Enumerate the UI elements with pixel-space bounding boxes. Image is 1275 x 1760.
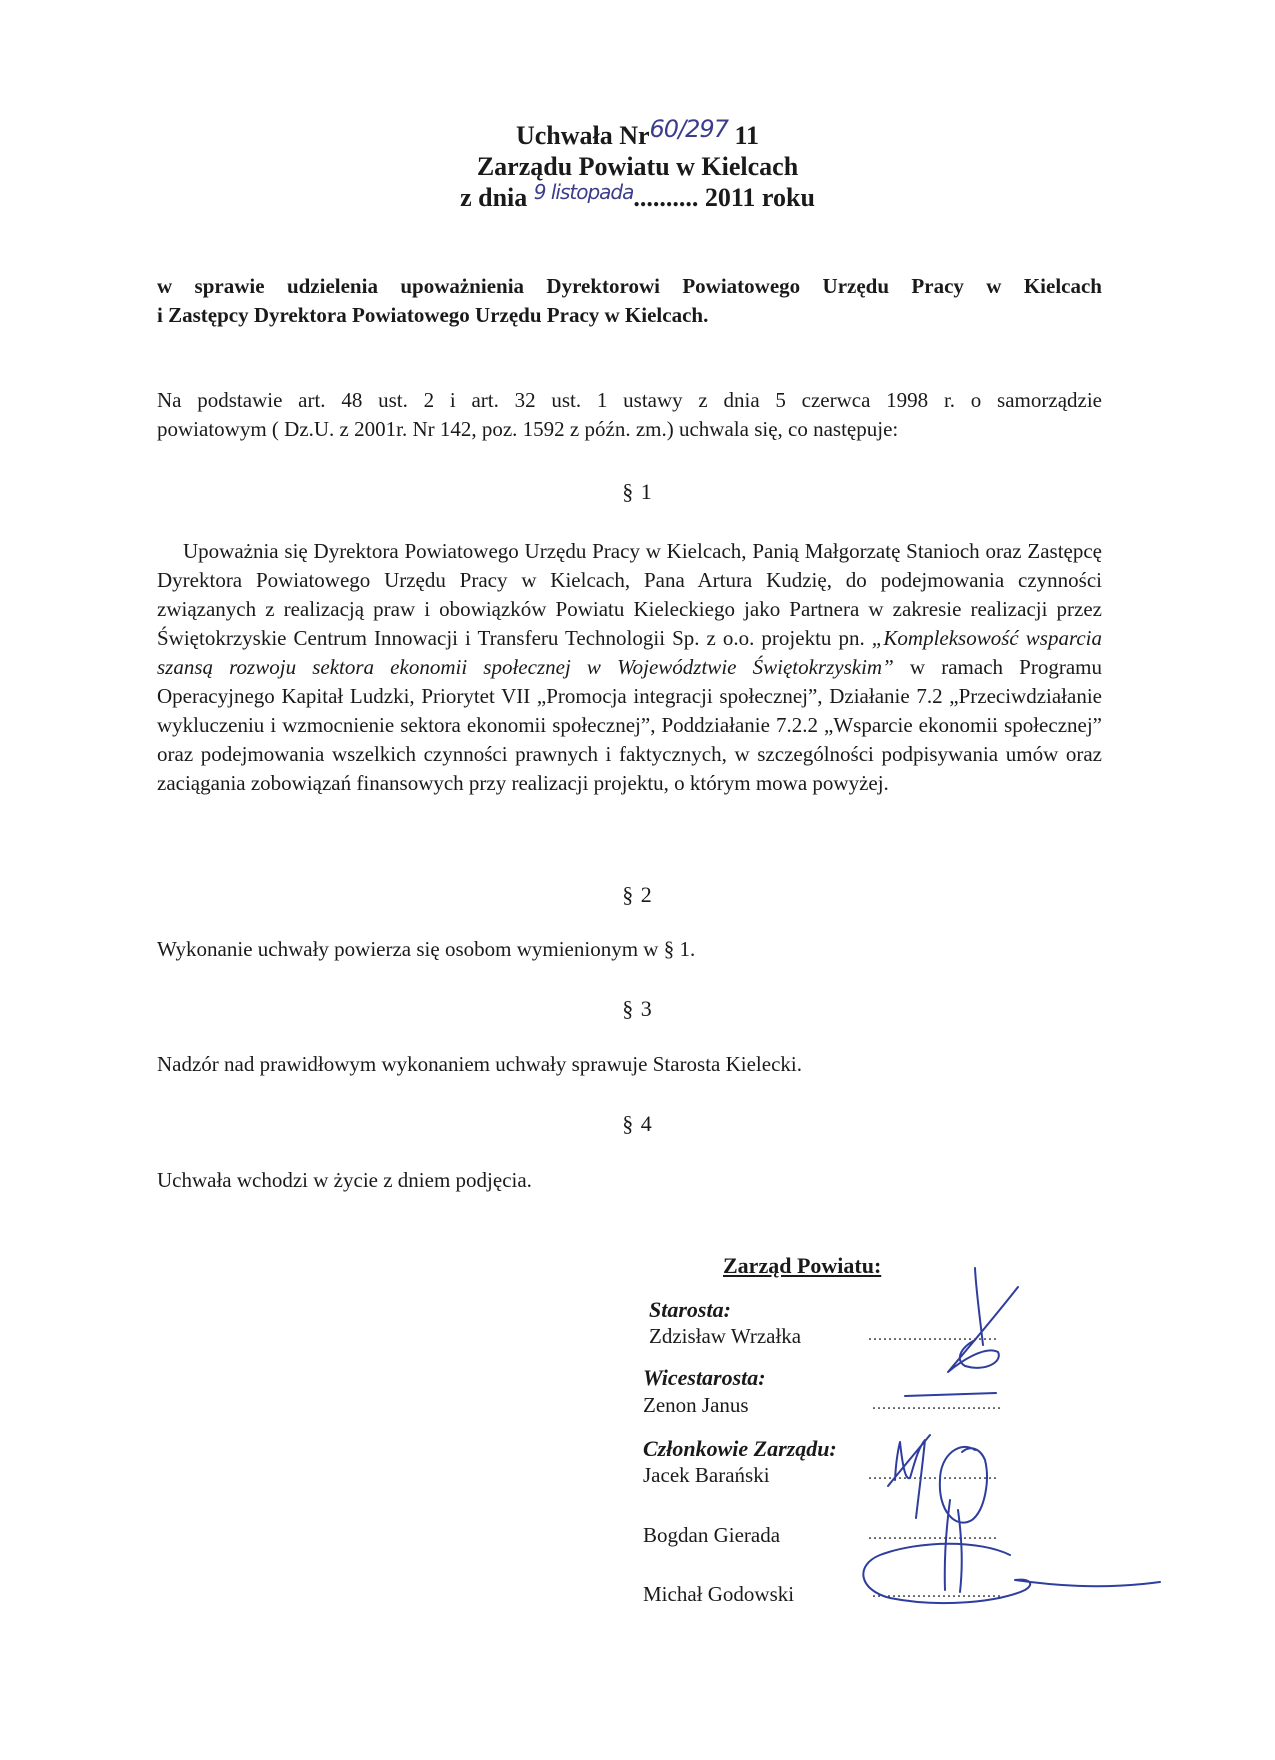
starosta-signature-line: .......................... — [868, 1327, 998, 1344]
section-1-heading: § 1 — [622, 479, 653, 504]
wicestarosta-name: Zenon Janus — [643, 1393, 749, 1417]
member-name-baranski: Jacek Barański — [643, 1463, 770, 1487]
section-4-heading: § 4 — [622, 1111, 653, 1136]
member-baranski-signature-line: .......................... — [868, 1466, 998, 1483]
member-godowski-signature-line: .......................... — [872, 1584, 1002, 1601]
wicestarosta-role: Wicestarosta: — [643, 1365, 766, 1390]
member-name-godowski: Michał Godowski — [643, 1582, 795, 1606]
date-prefix: z dnia — [460, 183, 534, 212]
resolution-date — [0, 182, 1275, 215]
project-name: „Kompleksowość wsparcia szansą rozwoju sektora ekonomii społecznej w Województwie Świętokrzyskim” — [157, 626, 1102, 679]
legal-basis-line-1: Na podstawie art. 48 ust. 2 i art. 32 ust. 1 ustawy z dnia 5 czerwca 1998 r. o samorządzie — [157, 388, 1102, 412]
section-4-text: Uchwała wchodzi w życie z dniem podjęcia. — [157, 1168, 532, 1192]
date-dots: .......... — [633, 183, 699, 212]
date-suffix: 2011 roku — [698, 183, 815, 212]
section-3-heading: § 3 — [622, 996, 653, 1021]
section-3-text: Nadzór nad prawidłowym wykonaniem uchwały sprawuje Starosta Kielecki. — [157, 1052, 802, 1076]
subject-line-2: i Zastępcy Dyrektora Powiatowego Urzędu Pracy w Kielcach. — [157, 303, 709, 327]
resolution-number-suffix: 11 — [727, 121, 760, 150]
starosta-role: Starosta: — [649, 1297, 731, 1322]
section-1-text-part-2: w ramach Programu Operacyjnego Kapitał Ludzki, Priorytet VII „Promocja integracji społecznej”, Działanie 7.2 „Przeciwdziałanie wykluczeniu i wzmocnienie sektora ekonomii społecznej”, Poddziałanie 7.2.2 „Wsparcie ekonomii społecznej” oraz podejmowania wszelkich czynności prawnych i faktycznych, w szczególności podpisywania umów oraz zaciągania zobowiązań finansowych przy realizacji projektu, o którym mowa powyżej. — [157, 655, 1102, 795]
resolution-subject — [157, 272, 1102, 330]
member-name-gierada: Bogdan Gierada — [643, 1523, 781, 1547]
legal-basis — [157, 386, 1102, 444]
handwritten-number: 60/297 — [649, 115, 728, 143]
section-2-text: Wykonanie uchwały powierza się osobom wymienionym w § 1. — [157, 937, 696, 961]
section-1-text-part-1: Upoważnia się Dyrektora Powiatowego Urzędu Pracy w Kielcach, Panią Małgorzatę Stanioch oraz Zastępcę Dyrektora Powiatowego Urzędu Pracy w Kielcach, Pana Artura Kudzię, do podejmowania czynności związanych z realizacją praw i obowiązków Powiatu Kieleckiego jako Partnera w zakresie realizacji przez Świętokrzyskie Centrum Innowacji i Transferu Technologii Sp. z o.o. projektu pn. — [157, 539, 1102, 650]
handwritten-date: 9 listopada — [533, 180, 634, 204]
issuing-body: Zarządu Powiatu w Kielcach — [476, 152, 799, 181]
board-title: Zarząd Powiatu: — [723, 1253, 882, 1278]
starosta-name: Zdzisław Wrzałka — [649, 1324, 802, 1348]
section-2-heading: § 2 — [622, 882, 653, 907]
member-gierada-signature-line: .......................... — [868, 1526, 998, 1543]
resolution-number-prefix: Uchwała Nr — [515, 121, 650, 150]
wicestarosta-signature-line: .......................... — [872, 1396, 1002, 1413]
legal-basis-line-2: powiatowym ( Dz.U. z 2001r. Nr 142, poz. 1592 z późn. zm.) uchwala się, co następuje: — [157, 417, 899, 441]
section-1-text — [157, 537, 1102, 798]
starosta-signature — [948, 1268, 1018, 1372]
resolution-number — [0, 115, 1275, 152]
board-members-role: Członkowie Zarządu: — [643, 1436, 837, 1461]
subject-line-1: w sprawie udzielenia upoważnienia Dyrektorowi Powiatowego Urzędu Pracy w Kielcach — [157, 274, 1102, 298]
